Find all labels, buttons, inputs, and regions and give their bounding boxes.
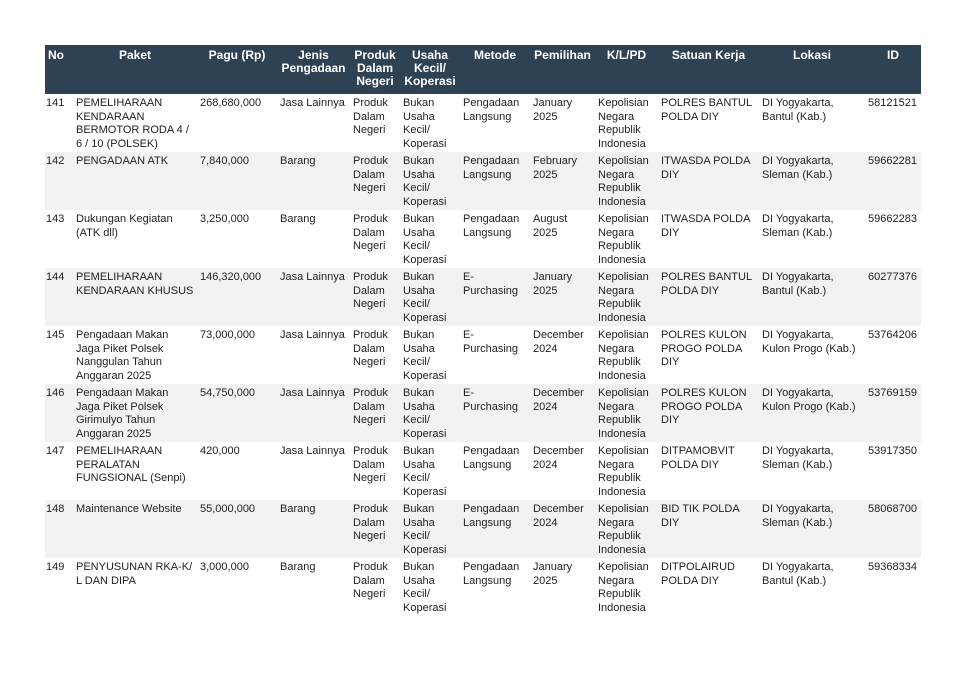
cell-satuan-kerja: DITPOLAIRUD POLDA DIY (661, 561, 735, 587)
cell-klpd: Kepolisian Negara Republik Indonesia (598, 561, 649, 614)
header-produk-dalam-negeri: Produk Dalam Negeri (350, 45, 400, 94)
cell-satuan-kerja: BID TIK POLDA DIY (658, 500, 759, 558)
cell-pemilihan: December 2024 (530, 500, 595, 558)
cell-produk-dalam-negeri: Produk Dalam Negeri (350, 152, 400, 210)
cell-no: 147 (46, 445, 65, 457)
table-row (45, 268, 921, 326)
cell-produk-dalam-negeri: Produk Dalam Negeri (353, 561, 388, 600)
cell-lokasi: DI Yogyakarta, Kulon Progo (Kab.) (762, 329, 856, 355)
cell-jenis-pengadaan: Jasa Lainnya (280, 329, 345, 341)
cell-id: 58068700 (865, 500, 921, 558)
cell-lokasi: DI Yogyakarta, Bantul (Kab.) (762, 561, 834, 587)
cell-klpd: Kepolisian Negara Republik Indonesia (595, 384, 658, 442)
cell-id: 53764206 (868, 329, 917, 341)
header-satuan-kerja: Satuan Kerja (658, 45, 759, 94)
header-no: No (45, 45, 73, 94)
cell-id: 58121521 (868, 97, 917, 109)
cell-satuan-kerja: DITPAMOBVIT POLDA DIY (661, 445, 735, 471)
cell-paket: PENYUSUNAN RKA-K/ L DAN DIPA (76, 561, 193, 587)
cell-usaha-kecil-koperasi: Bukan Usaha Kecil/ Koperasi (400, 152, 460, 210)
cell-lokasi: DI Yogyakarta, Bantul (Kab.) (762, 97, 834, 123)
cell-id: 53917350 (868, 445, 917, 457)
cell-satuan-kerja: POLRES KULON PROGO POLDA DIY (658, 384, 759, 442)
cell-usaha-kecil-koperasi: Bukan Usaha Kecil/ Koperasi (400, 384, 460, 442)
cell-paket: Pengadaan Makan Jaga Piket Polsek Girimulyo Tahun Anggaran 2025 (73, 384, 197, 442)
cell-no: 149 (46, 561, 65, 573)
cell-id: 53769159 (865, 384, 921, 442)
cell-satuan-kerja: ITWASDA POLDA DIY (661, 213, 750, 239)
cell-pagu: 54,750,000 (197, 384, 277, 442)
cell-klpd: Kepolisian Negara Republik Indonesia (598, 329, 649, 382)
cell-satuan-kerja: POLRES KULON PROGO POLDA DIY (661, 329, 747, 368)
cell-produk-dalam-negeri: Produk Dalam Negeri (350, 500, 400, 558)
cell-no: 148 (45, 500, 73, 558)
table-body (45, 94, 921, 616)
cell-klpd: Kepolisian Negara Republik Indonesia (598, 97, 649, 150)
cell-klpd: Kepolisian Negara Republik Indonesia (598, 445, 649, 498)
cell-lokasi: DI Yogyakarta, Bantul (Kab.) (759, 268, 865, 326)
table-row (45, 442, 921, 500)
cell-jenis-pengadaan: Jasa Lainnya (280, 97, 345, 109)
cell-produk-dalam-negeri: Produk Dalam Negeri (350, 384, 400, 442)
cell-paket: PENGADAAN ATK (73, 152, 197, 210)
cell-lokasi: DI Yogyakarta, Kulon Progo (Kab.) (759, 384, 865, 442)
cell-pagu: 420,000 (200, 445, 240, 457)
cell-pemilihan: January 2025 (533, 97, 573, 123)
table-header-row (45, 45, 921, 94)
cell-klpd: Kepolisian Negara Republik Indonesia (598, 213, 649, 266)
cell-id: 59662283 (868, 213, 917, 225)
cell-id: 59662281 (865, 152, 921, 210)
cell-metode: E-Purchasing (460, 384, 530, 442)
header-jenis-pengadaan: Jenis Pengadaan (277, 45, 350, 94)
cell-metode: Pengadaan Langsung (463, 445, 520, 471)
cell-pagu: 3,000,000 (200, 561, 249, 573)
cell-jenis-pengadaan: Jasa Lainnya (277, 268, 350, 326)
cell-pagu: 7,840,000 (197, 152, 277, 210)
cell-paket: PEMELIHARAAN KENDARAAN BERMOTOR RODA 4 / 6 / 10 (POLSEK) (76, 97, 189, 150)
cell-produk-dalam-negeri: Produk Dalam Negeri (353, 329, 388, 368)
cell-id: 59368334 (868, 561, 917, 573)
cell-jenis-pengadaan: Barang (280, 561, 316, 573)
header-pemilihan: Pemilihan (530, 45, 595, 94)
cell-pemilihan: January 2025 (533, 561, 573, 587)
cell-lokasi: DI Yogyakarta, Sleman (Kab.) (762, 213, 834, 239)
cell-jenis-pengadaan: Barang (277, 500, 350, 558)
cell-usaha-kecil-koperasi: Bukan Usaha Kecil/ Koperasi (400, 500, 460, 558)
cell-id: 60277376 (865, 268, 921, 326)
cell-usaha-kecil-koperasi: Bukan Usaha Kecil/ Koperasi (403, 445, 447, 498)
cell-paket: PEMELIHARAAN PERALATAN FUNGSIONAL (Senpi) (76, 445, 186, 484)
cell-pemilihan: February 2025 (530, 152, 595, 210)
cell-produk-dalam-negeri: Produk Dalam Negeri (350, 268, 400, 326)
cell-satuan-kerja: POLRES BANTUL POLDA DIY (661, 97, 752, 123)
cell-metode: Pengadaan Langsung (463, 97, 520, 123)
cell-no: 144 (45, 268, 73, 326)
table-row (45, 384, 921, 442)
procurement-table (45, 45, 921, 616)
cell-no: 142 (45, 152, 73, 210)
cell-produk-dalam-negeri: Produk Dalam Negeri (353, 445, 388, 484)
cell-usaha-kecil-koperasi: Bukan Usaha Kecil/ Koperasi (403, 213, 447, 266)
cell-klpd: Kepolisian Negara Republik Indonesia (595, 500, 658, 558)
cell-usaha-kecil-koperasi: Bukan Usaha Kecil/ Koperasi (400, 268, 460, 326)
cell-jenis-pengadaan: Jasa Lainnya (280, 445, 345, 457)
header-id: ID (865, 45, 921, 94)
cell-usaha-kecil-koperasi: Bukan Usaha Kecil/ Koperasi (403, 97, 447, 150)
cell-lokasi: DI Yogyakarta, Sleman (Kab.) (762, 445, 834, 471)
cell-metode: E-Purchasing (460, 268, 530, 326)
table-row (45, 500, 921, 558)
header-usaha-kecil-koperasi: Usaha Kecil/ Koperasi (400, 45, 460, 94)
cell-no: 143 (46, 213, 65, 225)
cell-produk-dalam-negeri: Produk Dalam Negeri (353, 97, 388, 136)
cell-jenis-pengadaan: Barang (277, 152, 350, 210)
cell-lokasi: DI Yogyakarta, Sleman (Kab.) (759, 152, 865, 210)
cell-no: 145 (46, 329, 65, 341)
cell-metode: Pengadaan Langsung (460, 152, 530, 210)
cell-no: 146 (45, 384, 73, 442)
cell-pagu: 55,000,000 (197, 500, 277, 558)
cell-pemilihan: December 2024 (533, 445, 584, 471)
cell-no: 141 (46, 97, 65, 109)
table-row (45, 326, 921, 384)
cell-pemilihan: August 2025 (533, 213, 568, 239)
cell-klpd: Kepolisian Negara Republik Indonesia (595, 152, 658, 210)
cell-pagu: 268,680,000 (200, 97, 262, 109)
header-lokasi: Lokasi (759, 45, 865, 94)
cell-metode: E-Purchasing (463, 329, 519, 355)
table-row (45, 210, 921, 268)
cell-usaha-kecil-koperasi: Bukan Usaha Kecil/ Koperasi (403, 329, 447, 382)
cell-satuan-kerja: ITWASDA POLDA DIY (658, 152, 759, 210)
cell-pagu: 3,250,000 (200, 213, 249, 225)
header-klpd: K/L/PD (595, 45, 658, 94)
table-row (45, 152, 921, 210)
cell-pemilihan: December 2024 (530, 384, 595, 442)
cell-jenis-pengadaan: Barang (280, 213, 316, 225)
cell-metode: Pengadaan Langsung (463, 213, 520, 239)
cell-produk-dalam-negeri: Produk Dalam Negeri (353, 213, 388, 252)
header-paket: Paket (73, 45, 197, 94)
cell-pagu: 146,320,000 (197, 268, 277, 326)
cell-lokasi: DI Yogyakarta, Sleman (Kab.) (759, 500, 865, 558)
table-row (45, 94, 921, 152)
header-metode: Metode (460, 45, 530, 94)
cell-pemilihan: December 2024 (533, 329, 584, 355)
cell-paket: Maintenance Website (73, 500, 197, 558)
cell-klpd: Kepolisian Negara Republik Indonesia (595, 268, 658, 326)
cell-paket: Dukungan Kegiatan (ATK dll) (76, 213, 173, 239)
header-pagu: Pagu (Rp) (197, 45, 277, 94)
cell-pagu: 73,000,000 (200, 329, 256, 341)
cell-jenis-pengadaan: Jasa Lainnya (277, 384, 350, 442)
cell-metode: Pengadaan Langsung (463, 561, 520, 587)
cell-paket: Pengadaan Makan Jaga Piket Polsek Nanggulan Tahun Anggaran 2025 (76, 329, 169, 382)
cell-satuan-kerja: POLRES BANTUL POLDA DIY (658, 268, 759, 326)
cell-usaha-kecil-koperasi: Bukan Usaha Kecil/ Koperasi (403, 561, 447, 614)
cell-pemilihan: January 2025 (530, 268, 595, 326)
cell-metode: Pengadaan Langsung (460, 500, 530, 558)
cell-paket: PEMELIHARAAN KENDARAAN KHUSUS (73, 268, 197, 326)
table-row (45, 558, 921, 616)
